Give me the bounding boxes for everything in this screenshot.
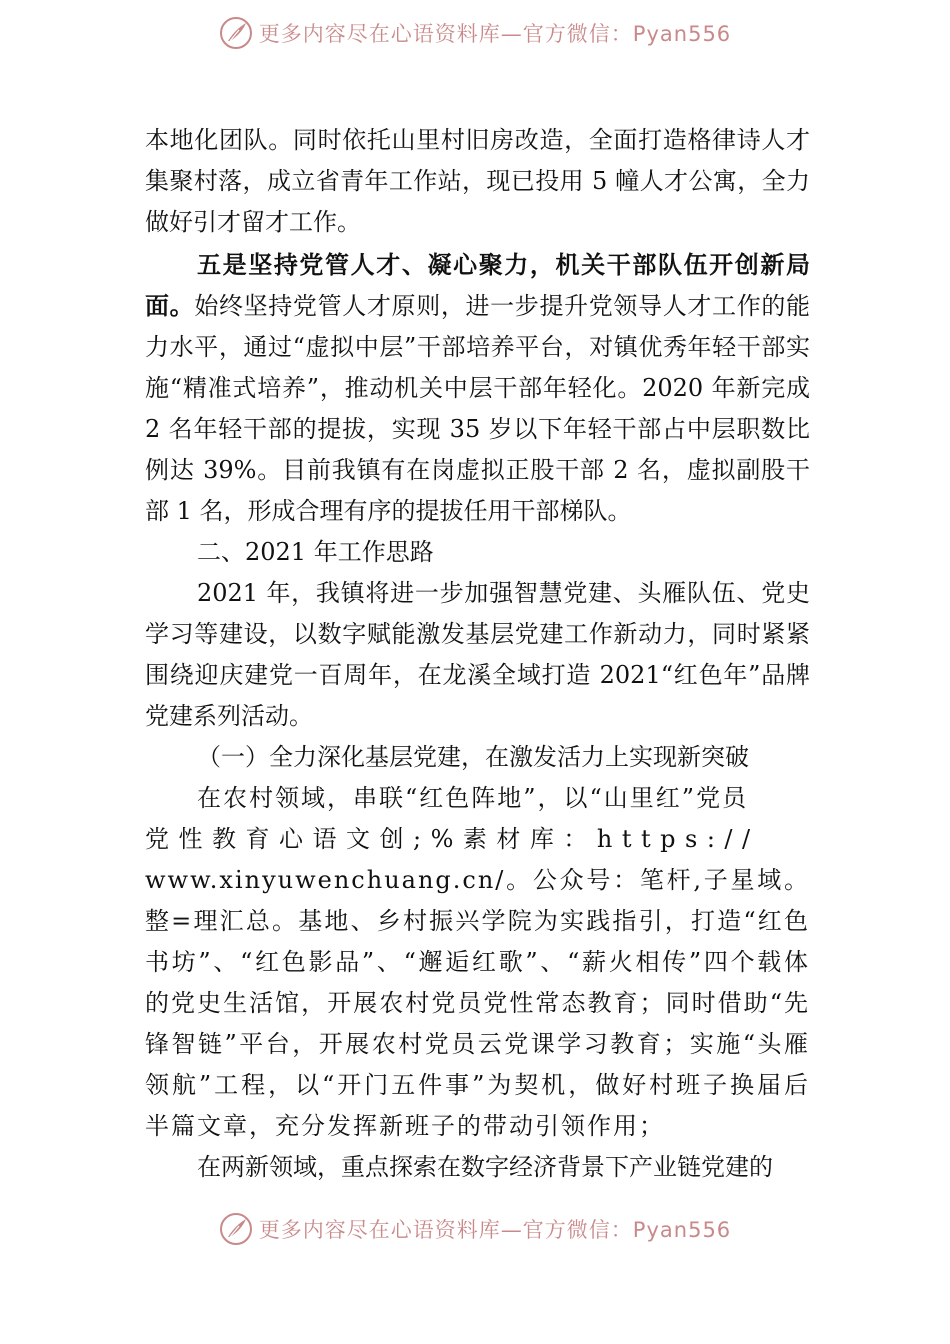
paragraph-2-text: 始终坚持党管人才原则，进一步提升党领导人才工作的能力水平，通过“虚拟中层”干部培养平台，对镇优秀年轻干部实施“精准式培养”，推动机关中层干部年轻化。2020 年新完成 2 名年轻干部的提拔，实现 35 岁以下年轻干部占中层职数比例达 39%。目前我镇有在岗虚拟正股干部 2 名，虚拟副股干部 1 名，形成合理有序的提拔任用干部梯队。 <box>145 292 811 525</box>
paragraph-3: 2021 年，我镇将进一步加强智慧党建、头雁队伍、党史学习等建设，以数字赋能激发基层党建工作新动力，同时紧紧围绕迎庆建党一百周年，在龙溪全域打造 2021“红色年”品牌党建系列活动。 <box>145 579 810 730</box>
paragraph-2 <box>145 245 810 532</box>
footer-banner <box>0 1212 950 1246</box>
paragraph-4-line-2: 党性教育心语文创;%素材库：https:// <box>145 825 760 853</box>
paragraph-5: 在两新领域，重点探索在数字经济背景下产业链党建的 <box>197 1153 773 1181</box>
feather-logo-icon <box>219 1212 253 1246</box>
section-heading-2: 二、2021 年工作思路 <box>197 538 434 566</box>
paragraph-4-line-1: 在农村领域，串联“红色阵地”，以“山里红”党员 <box>197 784 749 812</box>
paragraph-1: 本地化团队。同时依托山里村旧房改造，全面打造格律诗人才集聚村落，成立省青年工作站，现已投用 5 幢人才公寓，全力做好引才留才工作。 <box>145 126 810 236</box>
document-body <box>145 120 810 1188</box>
header-banner <box>0 16 950 50</box>
paragraph-4-text: www.xinyuwenchuang.cn/。公众号：笔杆,子星域。整=理汇总。基地、乡村振兴学院为实践指引，打造“红色书坊”、“红色影品”、“邂逅红歌”、“薪火相传”四个载体的党史生活馆，开展农村党员党性常态教育；同时借助“先锋智链”平台，开展农村党员云党课学习教育；实施“头雁领航”工程，以“开门五件事”为契机，做好村班子换届后半篇文章，充分发挥新班子的带动引领作用； <box>145 866 810 1140</box>
footer-banner-text: 更多内容尽在心语资料库—官方微信：Pyan556 <box>258 1218 732 1242</box>
feather-logo-icon <box>219 16 253 50</box>
subheading-1: （一）全力深化基层党建，在激发活力上实现新突破 <box>197 743 749 771</box>
header-banner-text: 更多内容尽在心语资料库—官方微信：Pyan556 <box>258 22 732 46</box>
paragraph-2-bold-lead: 五是坚持党管人才、凝心聚力，机关干部队伍开创新局面。 <box>145 251 810 320</box>
